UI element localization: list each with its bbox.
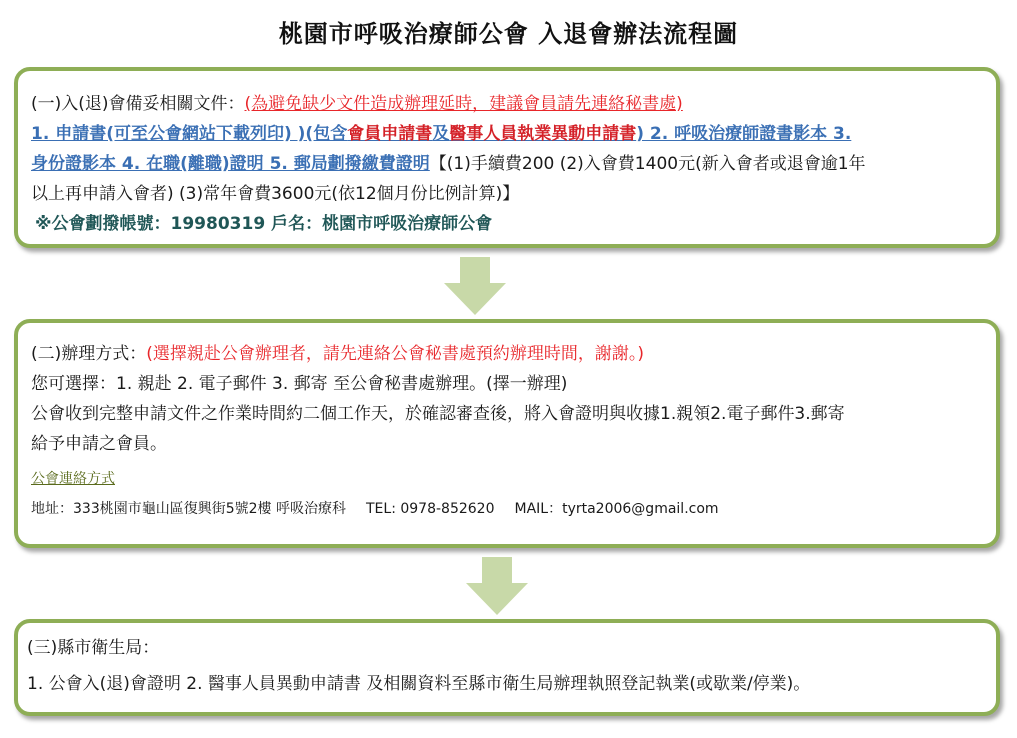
step2-process-a: 公會收到完整申請文件之作業時間約二個工作天，於確認審查後，將入會證明與收據1.親領2.電子郵件3.郵寄: [31, 404, 845, 424]
step1-docs-line1: [31, 119, 982, 149]
step3-detail: 1. 公會入(退)會證明 2. 醫事人員異動申請書 及相關資料至縣市衛生局辦理執照登記執業(或歇業/停業)。: [27, 674, 811, 694]
doc1-part-c: 及: [432, 124, 450, 144]
step1-note: (為避免缺少文件造成辦理延時，建議會員請先連絡秘書處): [244, 94, 683, 114]
contact-mail: MAIL：tyrta2006@gmail.com: [514, 501, 719, 517]
doc1-part-a: 1. 申請書(可至公會網站下載列印) )(包含: [31, 124, 348, 144]
down-arrow-icon: [444, 257, 506, 315]
fees-part-a: 【(1)手續費200 (2)入會費1400元(新入會者或退會逾1年: [429, 154, 866, 174]
step2-process-b: 給予申請之會員。: [31, 434, 167, 454]
contact-tel: TEL: 0978-852620: [366, 501, 495, 517]
step2-heading-line: [31, 339, 982, 369]
down-arrow-icon: [466, 557, 528, 615]
contact-label-line: [31, 463, 982, 494]
doc1-member-form: 會員申請書: [347, 124, 433, 144]
doc2-list: 身份證影本 4. 在職(離職)證明 5. 郵局劃撥繳費證明: [31, 154, 430, 174]
step1-heading-line: [31, 89, 982, 119]
page-title: 桃園市呼吸治療師公會 入退會辦法流程圖: [278, 20, 739, 48]
step2-choice: 您可選擇：1. 親赴 2. 電子郵件 3. 郵寄 至公會秘書處辦理。(擇一辦理): [31, 374, 568, 394]
step3-heading: (三)縣市衛生局：: [27, 638, 160, 658]
step2-heading: (二)辦理方式：: [31, 344, 147, 364]
step2-note: (選擇親赴公會辦理者，請先連絡公會秘書處預約辦理時間，謝謝。): [146, 344, 645, 364]
contact-label: 公會連絡方式: [31, 471, 115, 487]
doc1-part-e: ) 2. 呼吸治療師證書影本 3.: [636, 124, 852, 144]
contact-address: 地址：333桃園市龜山區復興街5號2樓 呼吸治療科: [31, 501, 346, 517]
step1-box: [14, 67, 1000, 248]
fees-line2: 以上再申請入會者) (3)常年會費3600元(依12個月份比例計算)】: [31, 184, 520, 204]
step2-box: [14, 319, 1000, 548]
contact-details: [31, 494, 982, 524]
account-line: ※公會劃撥帳號：19980319 戶名：桃園市呼吸治療師公會: [35, 214, 493, 234]
step1-heading: (一)入(退)會備妥相關文件：: [31, 94, 245, 114]
doc1-change-form: 醫事人員執業異動申請書: [449, 124, 637, 144]
step1-docs-line2: [31, 149, 982, 179]
step3-box: [14, 619, 1000, 716]
